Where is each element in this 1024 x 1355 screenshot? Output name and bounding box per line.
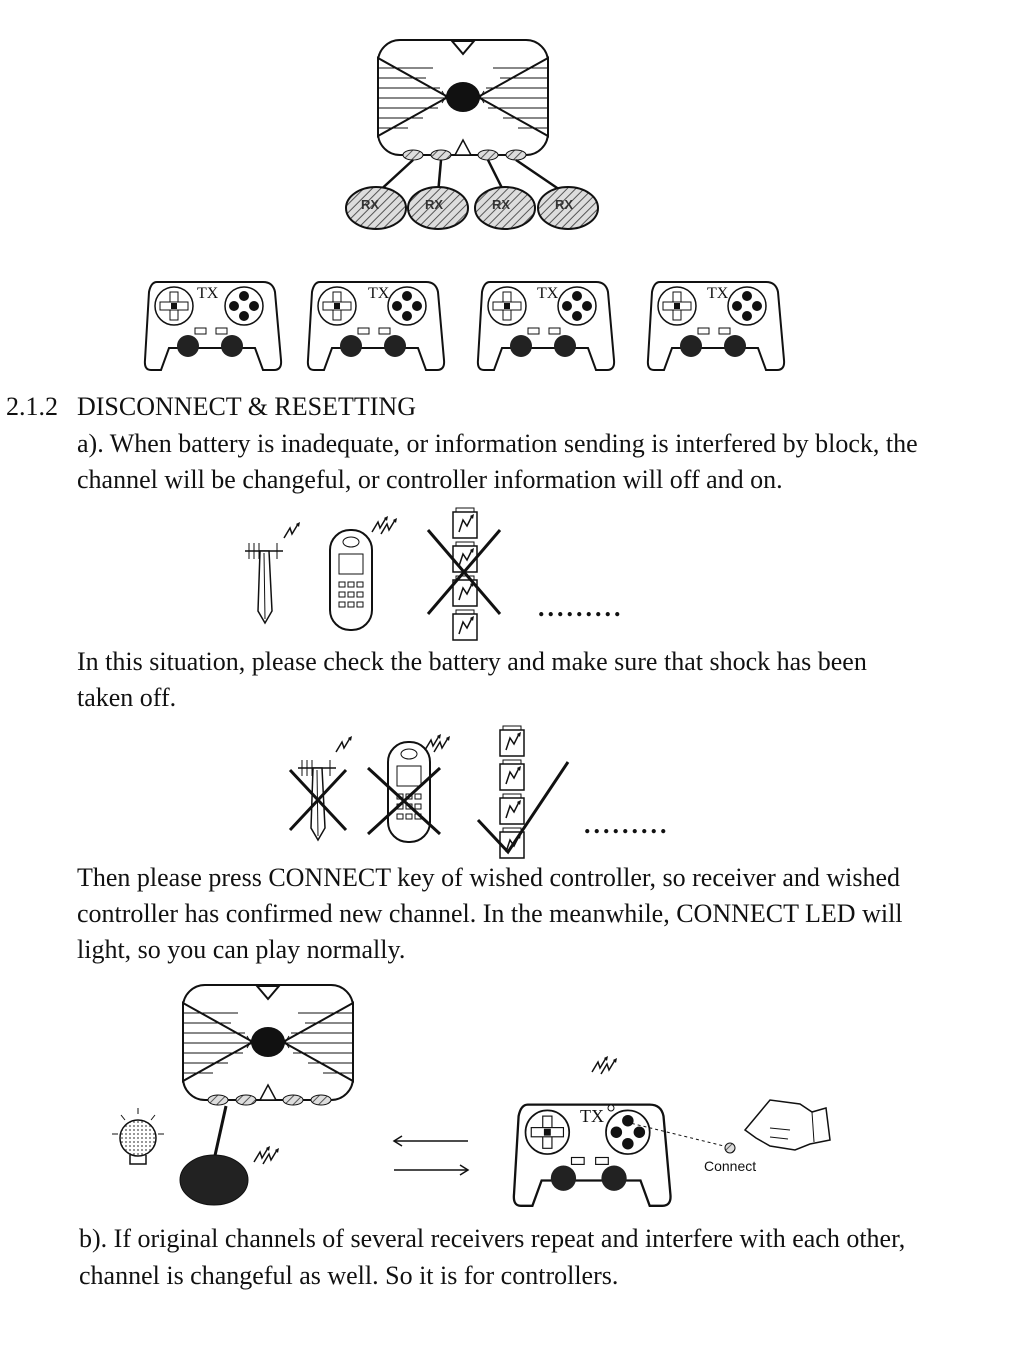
tx-label: TX bbox=[580, 1106, 604, 1126]
antenna-tower-icon bbox=[245, 543, 283, 623]
paragraph-b-line: b). If original channels of several receivers repeat and interfere with each other, bbox=[79, 1224, 906, 1253]
rx-label: RX bbox=[425, 197, 444, 212]
tx-label: TX bbox=[707, 285, 729, 302]
signal-waves-icon bbox=[254, 1146, 279, 1164]
light-bulb-icon bbox=[112, 1108, 164, 1164]
signal-waves-icon bbox=[425, 734, 450, 752]
section-title: DISCONNECT & RESETTING bbox=[77, 392, 416, 421]
signal-waves-icon bbox=[284, 522, 300, 538]
battery-cell-icon bbox=[453, 610, 477, 640]
figure-controllers-row bbox=[145, 282, 784, 370]
paragraph-connect-line: Then please press CONNECT key of wished controller, so receiver and wished bbox=[77, 863, 901, 892]
game-console-icon bbox=[378, 40, 548, 160]
signal-waves-icon bbox=[372, 516, 397, 534]
game-console-icon bbox=[183, 985, 353, 1105]
rx-label: RX bbox=[492, 197, 511, 212]
figure-remedy bbox=[290, 726, 568, 858]
battery-cell-icon bbox=[500, 726, 524, 756]
paragraph-connect-line: light, so you can play normally. bbox=[77, 935, 406, 964]
tx-label: TX bbox=[197, 285, 219, 302]
signal-waves-icon bbox=[336, 736, 352, 752]
battery-cell-icon bbox=[500, 760, 524, 790]
connect-button-dot bbox=[725, 1143, 735, 1153]
ellipsis: ......... bbox=[584, 810, 670, 839]
battery-cell-icon bbox=[500, 794, 524, 824]
battery-cell-icon bbox=[453, 508, 477, 538]
mobile-phone-icon bbox=[330, 530, 372, 630]
pointing-hand-icon bbox=[745, 1100, 830, 1150]
battery-stack bbox=[500, 726, 524, 858]
figure-interference-sources bbox=[245, 508, 500, 640]
tx-label: TX bbox=[368, 285, 390, 302]
section-number: 2.1.2 bbox=[6, 392, 58, 421]
paragraph-a-line: channel will be changeful, or controller information will off and on. bbox=[77, 465, 783, 494]
paragraph-connect-line: controller has confirmed new channel. In the meanwhile, CONNECT LED will bbox=[77, 899, 903, 928]
rx-label: RX bbox=[555, 197, 574, 212]
ellipsis: ......... bbox=[538, 593, 624, 622]
paragraph-check-line: In this situation, please check the battery and make sure that shock has been bbox=[77, 647, 867, 676]
battery-cell-icon bbox=[453, 542, 477, 572]
receiver-dongle-icon bbox=[180, 1155, 248, 1205]
paragraph-a-line: a). When battery is inadequate, or information sending is interfered by block, the bbox=[77, 429, 918, 458]
paragraph-b-line: channel is changeful as well. So it is for controllers. bbox=[79, 1261, 619, 1290]
transfer-arrows bbox=[394, 1136, 468, 1175]
tx-label: TX bbox=[537, 285, 559, 302]
signal-waves-icon bbox=[592, 1056, 617, 1074]
rx-label: RX bbox=[361, 197, 380, 212]
paragraph-check-line: taken off. bbox=[77, 683, 177, 712]
connect-label: Connect bbox=[704, 1158, 757, 1174]
